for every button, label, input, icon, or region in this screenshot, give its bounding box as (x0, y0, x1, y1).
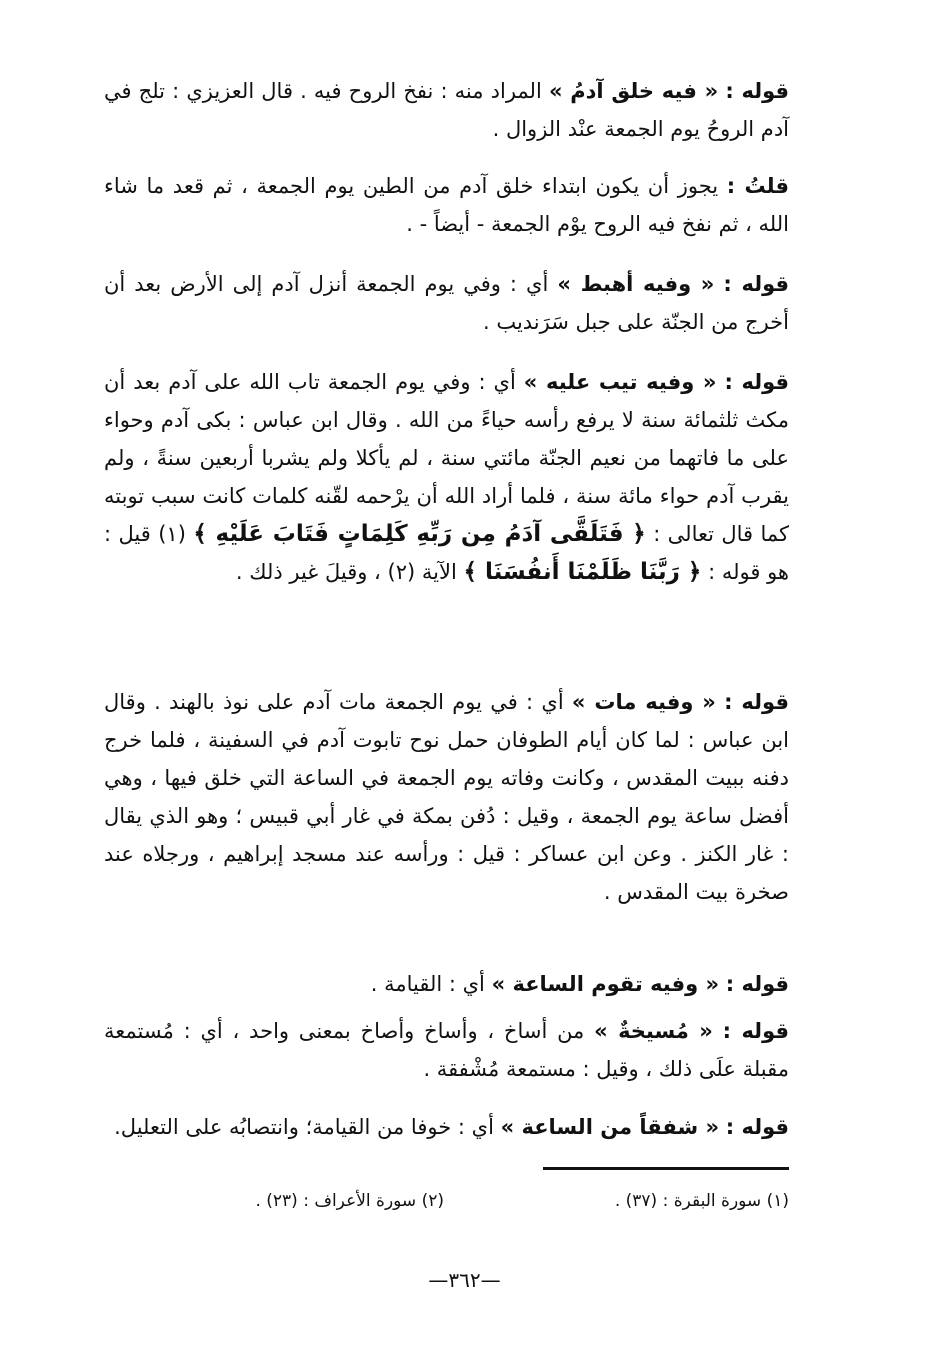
paragraph-hour (104, 965, 789, 1003)
paragraph-creation-of-adam (104, 72, 789, 148)
paragraph-body: أي : وفي يوم الجمعة أنزل آدم إلى الأرض بعد أن أخرج من الجنّة على جبل سَرَنديب . (104, 272, 789, 334)
hadith-quote: « وفيه مات » (571, 690, 716, 714)
paragraph-death (104, 683, 789, 911)
paragraph-body: المراد منه : نفخ الروح فيه . قال العزيزي : تلج في آدم الروحُ يوم الجمعة عنْد الزوال . (104, 79, 789, 141)
quran-verse-2: ﴿ رَبَّنَا ظَلَمْنَا أَنفُسَنَا ﴾ (463, 559, 702, 585)
hadith-quote: « وفيه تقوم الساعة » (491, 972, 720, 996)
quran-verse-1: ﴿ فَتَلَقَّى آدَمُ مِن رَبِّهِ كَلِمَاتٍ فَتَابَ عَلَيْهِ ﴾ (193, 521, 646, 547)
page-number: —٣٦٢— (428, 1268, 501, 1292)
paragraph-lead: قوله : (725, 1115, 789, 1139)
paragraph-lead: قوله : (724, 690, 789, 714)
paragraph-lead: قوله : (725, 79, 790, 103)
paragraph-body: من أساخ ، وأساخ وأصاخ بمعنى واحد ، أي : مُستمعة مقبلة علَى ذلك ، وقيل : مستمعة مُشْفقة . (104, 1019, 789, 1081)
paragraph-body: أي : القيامة . (370, 972, 485, 996)
paragraph-descent (104, 265, 789, 341)
paragraph-fear (104, 1108, 789, 1146)
paragraph-tail: ، وقيلَ غير ذلك . (235, 560, 381, 584)
hadith-quote: « وفيه أهبط » (557, 272, 715, 296)
paragraph-lead: قلتُ : (726, 174, 789, 198)
footnote-1: (١) سورة البقرة : (٣٧) . (614, 1191, 789, 1211)
paragraph-lead: قوله : (722, 1019, 789, 1043)
hadith-quote: « فيه خلق آدمُ » (548, 79, 719, 103)
paragraph-body: أي : في يوم الجمعة مات آدم على نوذ بالهند . وقال ابن عباس : لما كان أيام الطوفان حمل نوح تابوت آدم في السفينة ، فلما خرج دفنه ببيت المقدس ، وكانت وفاته يوم الجمعة في الساعة التي خلق فيها ، وهي أفضل ساعة يوم الجمعة ، وقيل : دُفن بمكة في غار أبي قبيس ؛ وهو الذي يقال : غار الكنز . وعن ابن عساكر : قيل : ورأسه عند مسجد إبراهيم ، ورجلاه عند صخرة بيت المقدس . (104, 690, 789, 904)
paragraph-body: أي : خوفا من القيامة؛ وانتصابُه على التعليل. (114, 1115, 494, 1139)
paragraph-body: يجوز أن يكون ابتداء خلق آدم من الطين يوم الجمعة ، ثم قعد ما شاء الله ، ثم نفخ فيه الروح يوْم الجمعة - أيضاً - . (104, 174, 789, 236)
paragraph-lead: قوله : (723, 272, 789, 296)
paragraph-listening (104, 1012, 789, 1088)
paragraph-lead: قوله : (725, 972, 789, 996)
paragraph-body: أي : وفي يوم الجمعة تاب الله على آدم بعد أن مكث ثلثمائة سنة لا يرفع رأسه حياءً من الله . وقال ابن عباس : بكى آدم وحواء على ما فاتهما من نعيم الجنّة مائتي سنة ، لم يأكلا ولم يشربا أربعين سنةً ، ولم يقرب آدم حواء مائة سنة ، فلما أراد الله أن يرْحمه لقّنه كلمات كانت سبب توبته كما قال تعالى : (104, 370, 790, 546)
paragraph-middle: قيل : هو قوله : (104, 522, 789, 584)
footnote-2: (٢) سورة الأعراف : (٢٣) . (255, 1191, 444, 1211)
paragraph-lead: قوله : (724, 370, 790, 394)
hadith-quote: « مُسيخةٌ » (594, 1019, 713, 1043)
paragraph-tail-pre: الآية (421, 560, 457, 584)
footnote-ref-1: (١) (158, 522, 186, 546)
footnote-ref-2: (٢) (387, 560, 416, 584)
hadith-quote: « شفقاً من الساعة » (500, 1115, 720, 1139)
paragraph-author-note (104, 167, 789, 243)
footnote-divider (543, 1167, 789, 1170)
paragraph-repentance (104, 363, 789, 591)
hadith-quote: « وفيه تيب عليه » (523, 370, 717, 394)
